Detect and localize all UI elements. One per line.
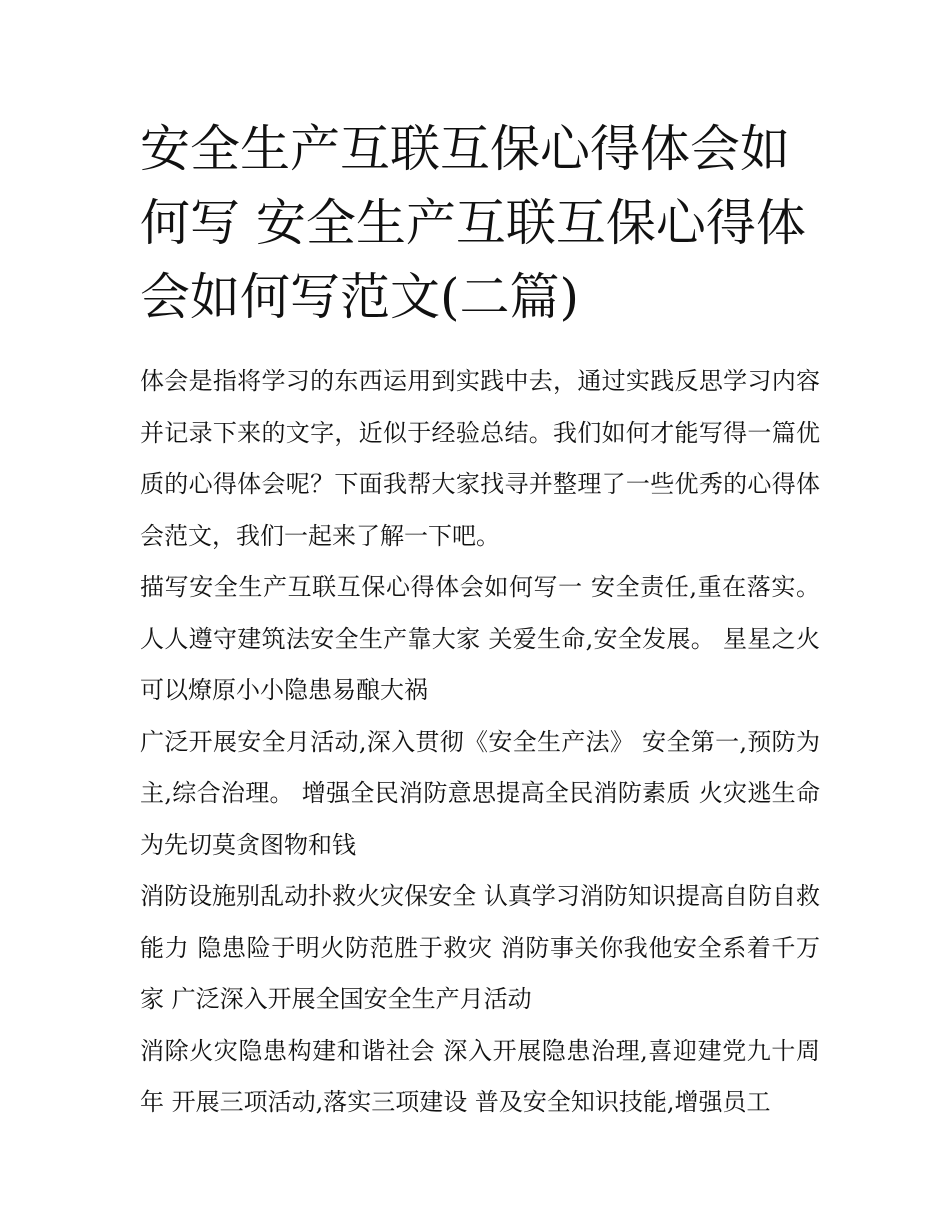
paragraph-intro: 体会是指将学习的东西运用到实践中去，通过实践反思学习内容并记录下来的文字，近似于经验总结。我们如何才能写得一篇优质的心得体会呢？下面我帮大家找寻并整理了一些优秀的心得体会范文，我们一起来了解一下吧。: [140, 367, 820, 550]
document-title: 安全生产互联互保心得体会如何写 安全生产互联互保心得体会如何写范文(二篇): [140, 120, 806, 326]
document-body: [140, 356, 820, 1129]
paragraph-slogans-1: 描写安全生产互联互保心得体会如何写一 安全责任,重在落实。 人人遵守建筑法安全生产靠大家 关爱生命,安全发展。 星星之火可以燎原小小隐患易酿大祸: [140, 573, 820, 704]
paragraph-slogans-2: 广泛开展安全月活动,深入贯彻《安全生产法》 安全第一,预防为主,综合治理。 增强全民消防意思提高全民消防素质 火灾逃生命为先切莫贪图物和钱: [140, 727, 820, 859]
paragraph-slogans-4: 消除火灾隐患构建和谐社会 深入开展隐患治理,喜迎建党九十周年 开展三项活动,落实三项建设 普及安全知识技能,增强员工: [140, 1036, 820, 1116]
paragraph-slogans-3: 消防设施别乱动扑救火灾保安全 认真学习消防知识提高自防自救能力 隐患险于明火防范胜于救灾 消防事关你我他安全系着千万家 广泛深入开展全国安全生产月活动: [140, 882, 820, 1013]
